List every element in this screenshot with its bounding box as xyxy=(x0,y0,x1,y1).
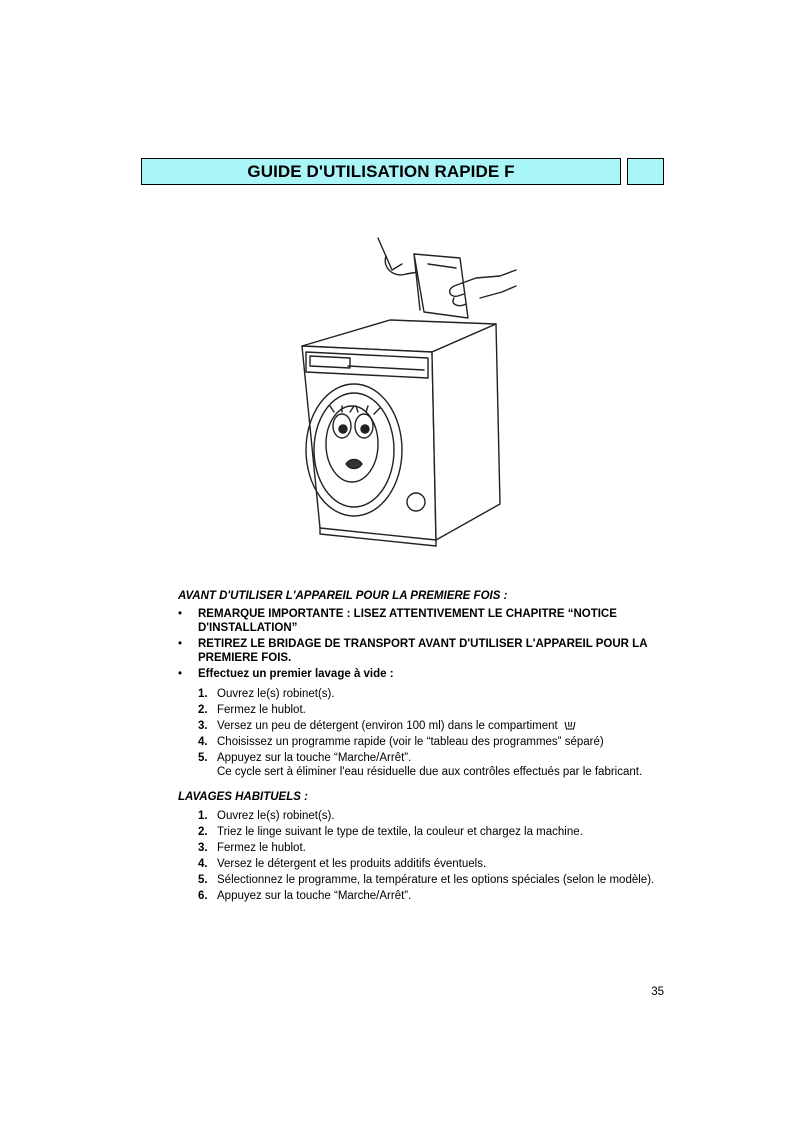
regular-wash-heading: LAVAGES HABITUELS : xyxy=(178,791,308,803)
step-number: 3. xyxy=(198,842,208,854)
list-item xyxy=(198,687,678,701)
step-text: Appuyez sur la touche “Marche/Arrêt”. xyxy=(217,890,412,902)
bullet-text: Effectuez un premier lavage à vide : xyxy=(198,668,394,680)
step-text: Fermez le hublot. xyxy=(217,842,306,854)
step-number: 2. xyxy=(198,826,208,838)
step-number: 5. xyxy=(198,752,208,764)
bullet-text: REMARQUE IMPORTANTE : LISEZ ATTENTIVEMENT LE CHAPITRE “NOTICE D'INSTALLATION” xyxy=(198,608,617,634)
step-text: Choisissez un programme rapide (voir le “tableau des programmes” séparé) xyxy=(217,736,604,748)
step-text: Versez le détergent et les produits additifs éventuels. xyxy=(217,858,487,870)
step-number: 6. xyxy=(198,890,208,902)
instructions xyxy=(178,590,678,905)
step-note: Ce cycle sert à éliminer l'eau résiduelle due aux contrôles effectués par le fabricant. xyxy=(217,766,643,778)
list-item xyxy=(198,719,678,733)
step-number: 1. xyxy=(198,688,208,700)
list-item xyxy=(198,889,678,903)
list-item xyxy=(198,841,678,855)
step-number: 4. xyxy=(198,736,208,748)
step-text: Fermez le hublot. xyxy=(217,704,306,716)
bullet-item xyxy=(178,607,678,635)
list-item xyxy=(198,703,678,717)
first-use-heading: AVANT D'UTILISER L'APPAREIL POUR LA PREMIERE FOIS : xyxy=(178,590,508,602)
bullet-icon xyxy=(178,607,198,621)
washing-machine-illustration xyxy=(290,228,530,558)
list-item xyxy=(198,809,678,823)
list-item xyxy=(198,825,678,839)
bullet-text: RETIREZ LE BRIDAGE DE TRANSPORT AVANT D'UTILISER L'APPAREIL POUR LA PREMIERE FOIS. xyxy=(198,638,648,664)
page-title: GUIDE D'UTILISATION RAPIDE F xyxy=(141,158,621,185)
step-text: Ouvrez le(s) robinet(s). xyxy=(217,810,335,822)
step-number: 4. xyxy=(198,858,208,870)
regular-wash-steps xyxy=(178,809,678,903)
page-number: 35 xyxy=(651,986,664,998)
step-text: Appuyez sur la touche “Marche/Arrêt”. xyxy=(217,752,412,764)
step-number: 3. xyxy=(198,720,208,732)
language-tab-box xyxy=(627,158,664,185)
step-text: Versez un peu de détergent (environ 100 ml) dans le compartiment xyxy=(217,720,558,732)
bullet-icon xyxy=(178,637,198,651)
list-item xyxy=(198,751,678,779)
bullet-item xyxy=(178,637,678,665)
first-use-steps xyxy=(178,687,678,779)
step-text: Triez le linge suivant le type de textile, la couleur et chargez la machine. xyxy=(217,826,583,838)
step-number: 1. xyxy=(198,810,208,822)
list-item xyxy=(198,735,678,749)
step-number: 2. xyxy=(198,704,208,716)
bullet-icon xyxy=(178,667,198,681)
list-item xyxy=(198,873,678,887)
detergent-compartment-icon xyxy=(564,721,576,730)
step-text: Ouvrez le(s) robinet(s). xyxy=(217,688,335,700)
list-item xyxy=(198,857,678,871)
bullet-item xyxy=(178,667,678,681)
step-text: Sélectionnez le programme, la température et les options spéciales (selon le modèle). xyxy=(217,874,655,886)
step-number: 5. xyxy=(198,874,208,886)
